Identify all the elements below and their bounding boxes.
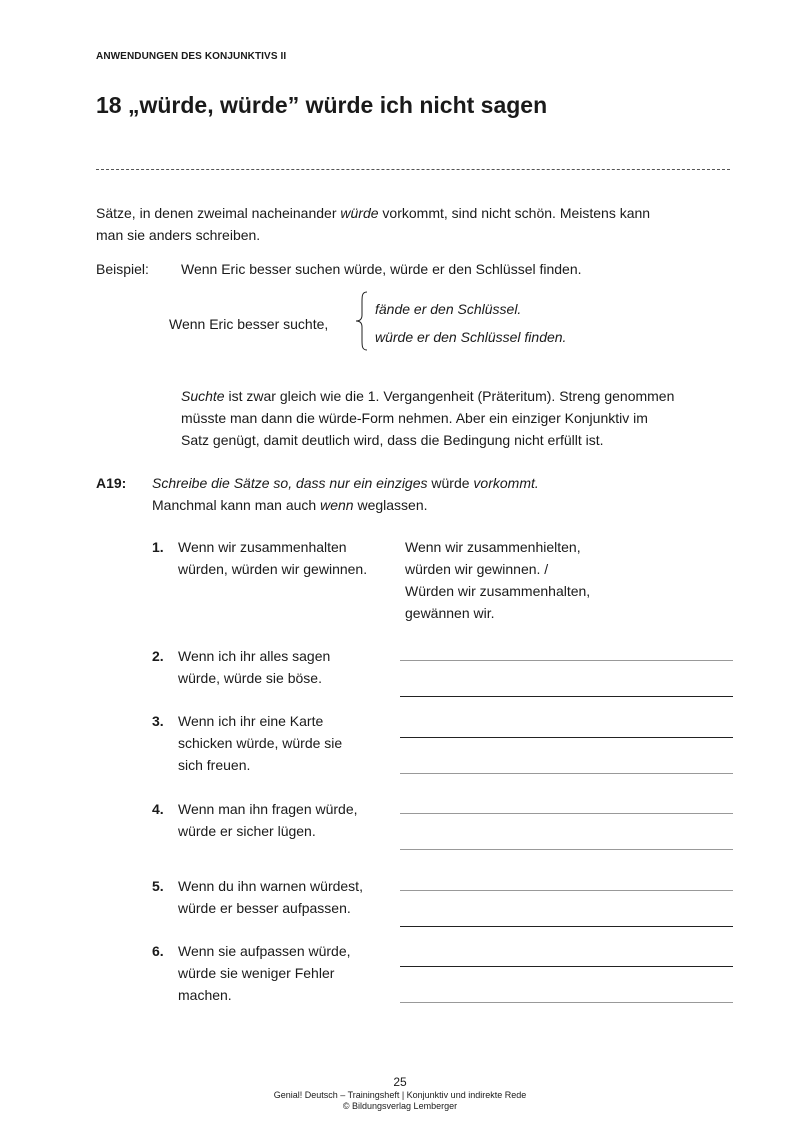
task-text-1: Schreibe die Sätze so, dass nur ein einziges [152, 475, 432, 491]
note-line-2: müsste man dann die würde-Form nehmen. Aber ein einziger Konjunktiv im [181, 410, 648, 426]
task-text-1b: vorkommt. [469, 475, 539, 491]
exercise-2-line-1: Wenn ich ihr alles sagen [178, 648, 331, 664]
intro-paragraph [96, 202, 696, 246]
intro-text-rest: vorkommt, sind nicht schön. Meistens kann [378, 205, 651, 221]
note-line-1: ist zwar gleich wie die 1. Vergangenheit (Präteritum). Streng genommen [224, 388, 675, 404]
task-keyword: würde [431, 475, 470, 491]
dashed-divider [96, 169, 730, 170]
exercise-2-line-2: würde, würde sie böse. [178, 670, 322, 686]
section-kicker: ANWENDUNGEN DES KONJUNKTIVS II [96, 51, 287, 62]
answer-line-2: würden wir gewinnen. / [405, 561, 549, 577]
example-sentence: Wenn Eric besser suchen würde, würde er den Schlüssel finden. [181, 261, 582, 277]
answer-line-3: Würden wir zusammenhalten, [405, 583, 591, 599]
exercise-number-4: 4. [152, 801, 164, 817]
exercise-6-line-2: würde sie weniger Fehler [178, 965, 335, 981]
answer-line-1: Wenn wir zusammenhielten, [405, 539, 581, 555]
exercise-number-2: 2. [152, 648, 164, 664]
example-label: Beispiel: [96, 261, 149, 277]
writing-line[interactable] [400, 1002, 733, 1003]
answer-line-4: gewännen wir. [405, 605, 495, 621]
exercise-text-2 [178, 645, 393, 689]
page-title: 18 „würde, würde” würde ich nicht sagen [96, 92, 548, 118]
exercise-5-line-2: würde er besser aufpassen. [178, 900, 351, 916]
footer-title: Genial! Deutsch – Trainingsheft | Konjunktiv und indirekte Rede [273, 1090, 527, 1100]
page-number: 25 [393, 1075, 407, 1089]
task-keyword-wenn: wenn [320, 497, 354, 513]
exercise-1-line-1: Wenn wir zusammenhalten [178, 539, 347, 555]
exercise-number-1: 1. [152, 539, 164, 555]
writing-line[interactable] [400, 890, 733, 891]
exercise-text-6 [178, 940, 393, 1006]
exercise-3-line-3: sich freuen. [178, 757, 251, 773]
exercise-text-4 [178, 798, 393, 842]
exercise-1-sample-answer [405, 536, 625, 624]
task-instructions [152, 472, 712, 516]
writing-line[interactable] [400, 773, 733, 774]
writing-line[interactable] [400, 813, 733, 814]
task-text-2b: weglassen. [353, 497, 428, 513]
exercise-5-line-1: Wenn du ihn warnen würdest, [178, 878, 363, 894]
exercise-6-line-3: machen. [178, 987, 232, 1003]
writing-line[interactable] [400, 966, 733, 967]
task-label: A19: [96, 475, 127, 491]
intro-text-b: man sie anders schreiben. [96, 227, 261, 243]
curly-brace-icon [354, 290, 370, 352]
example-alt-2: würde er den Schlüssel finden. [375, 329, 567, 345]
exercise-3-line-1: Wenn ich ihr eine Karte [178, 713, 324, 729]
exercise-text-1 [178, 536, 393, 580]
writing-line[interactable] [400, 849, 733, 850]
writing-line[interactable] [400, 696, 733, 697]
note-line-3: Satz genügt, damit deutlich wird, dass die Bedingung nicht erfüllt ist. [181, 432, 604, 448]
note-emphasis: Suchte [181, 388, 225, 404]
example-alt-lead: Wenn Eric besser suchte, [169, 316, 329, 332]
exercise-number-5: 5. [152, 878, 164, 894]
exercise-number-6: 6. [152, 943, 164, 959]
task-text-2a: Manchmal kann man auch [152, 497, 321, 513]
writing-line[interactable] [400, 737, 733, 738]
footer-copyright: © Bildungsverlag Lemberger [342, 1101, 458, 1111]
exercise-1-line-2: würden, würden wir gewinnen. [178, 561, 368, 577]
exercise-text-5 [178, 875, 393, 919]
exercise-number-3: 3. [152, 713, 164, 729]
exercise-4-line-1: Wenn man ihn fragen würde, [178, 801, 358, 817]
exercise-3-line-2: schicken würde, würde sie [178, 735, 343, 751]
writing-line[interactable] [400, 926, 733, 927]
writing-line[interactable] [400, 660, 733, 661]
intro-text-a: Sätze, in denen zweimal nacheinander [96, 205, 341, 221]
exercise-text-3 [178, 710, 393, 776]
exercise-4-line-2: würde er sicher lügen. [178, 823, 316, 839]
exercise-6-line-1: Wenn sie aufpassen würde, [178, 943, 351, 959]
example-alt-1: fände er den Schlüssel. [375, 301, 522, 317]
intro-emphasis: würde [340, 205, 379, 221]
example-note [181, 385, 721, 451]
